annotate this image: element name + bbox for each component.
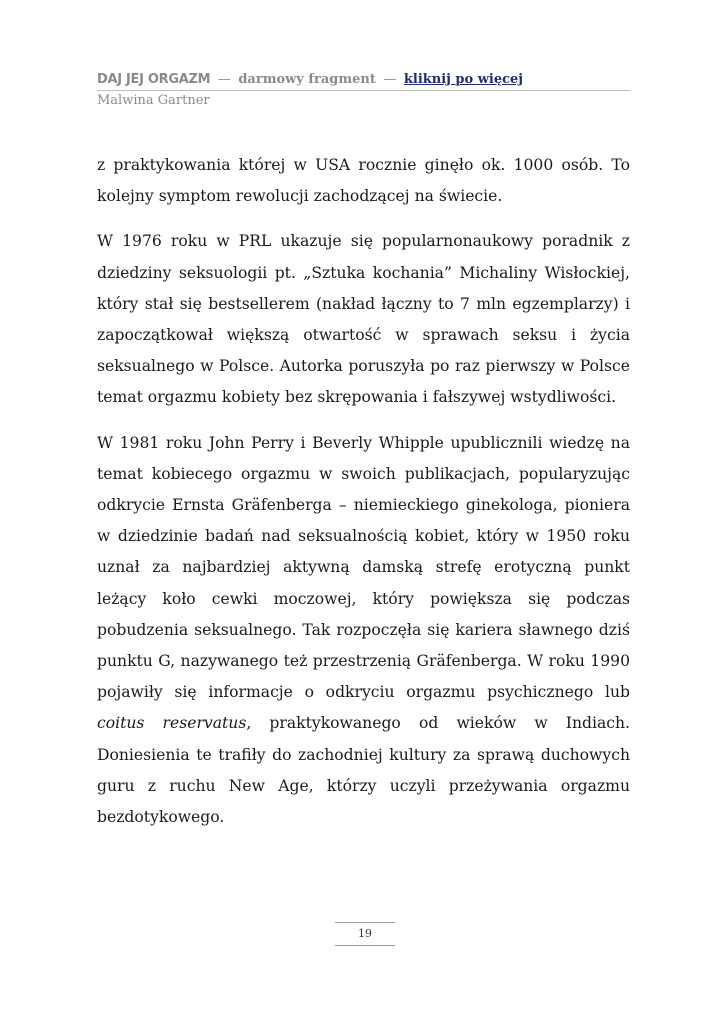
body-text — [97, 150, 630, 847]
page-footer — [335, 922, 395, 946]
book-title: DAJ JEJ ORGAZM — [97, 72, 211, 87]
page-number: 19 — [358, 927, 372, 940]
latin-term: coitus reservatus — [97, 714, 247, 733]
header-title-line — [97, 71, 630, 88]
paragraph-3 — [97, 428, 630, 834]
fragment-label: darmowy fragment — [238, 72, 376, 87]
paragraph-1: z praktykowania której w USA rocznie ginęło ok. 1000 osób. To kolejny symptom rewolucji zachodzącej na świecie. — [97, 156, 630, 206]
footer-rule-bottom — [335, 945, 395, 946]
more-link[interactable]: kliknij po więcej — [403, 72, 523, 87]
paragraph-3-part-2: , praktykowanego od wieków w Indiach. Doniesienia te trafiły do zachodniej kultury za sprawą duchowych guru z ruchu New Age, którzy uczyli przeżywania orgazmu bezdotykowego. — [97, 714, 630, 827]
header-divider — [97, 90, 630, 91]
header-separator-2: — — [383, 72, 397, 87]
paragraph-3-part-1: W 1981 roku John Perry i Beverly Whipple upublicznili wiedzę na temat kobiecego orgazmu w swoich publikacjach, popularyzując odkrycie Ernsta Gräfenberga – niemieckiego ginekologa, pioniera w dziedzinie badań nad seksualnością kobiet, który w 1950 roku uznał za najbardziej aktywną damską strefę erotyczną punkt leżący koło cewki moczowej, który powiększa się podczas pobudzenia seksualnego. Tak rozpoczęła się kariera sławnego dziś punktu G, nazywanego też przestrzenią Gräfenberga. W roku 1990 pojawiły się informacje o odkryciu orgazmu psychicznego lub — [97, 433, 630, 702]
author-name: Malwina Gartner — [97, 93, 210, 108]
header-separator: — — [217, 72, 231, 87]
paragraph-2: W 1976 roku w PRL ukazuje się popularnonaukowy poradnik z dziedziny seksuologii pt. „Sztuka kochania” Michaliny Wisłockiej, który stał się bestsellerem (nakład łączny to 7 mln egzemplarzy) i zapoczątkował większą otwartość w sprawach seksu i życia seksualnego w Polsce. Autorka poruszyła po raz pierwszy w Polsce temat orgazmu kobiety bez skrępowania i fałszywej wstydliwości. — [97, 232, 630, 407]
running-header — [97, 71, 630, 109]
